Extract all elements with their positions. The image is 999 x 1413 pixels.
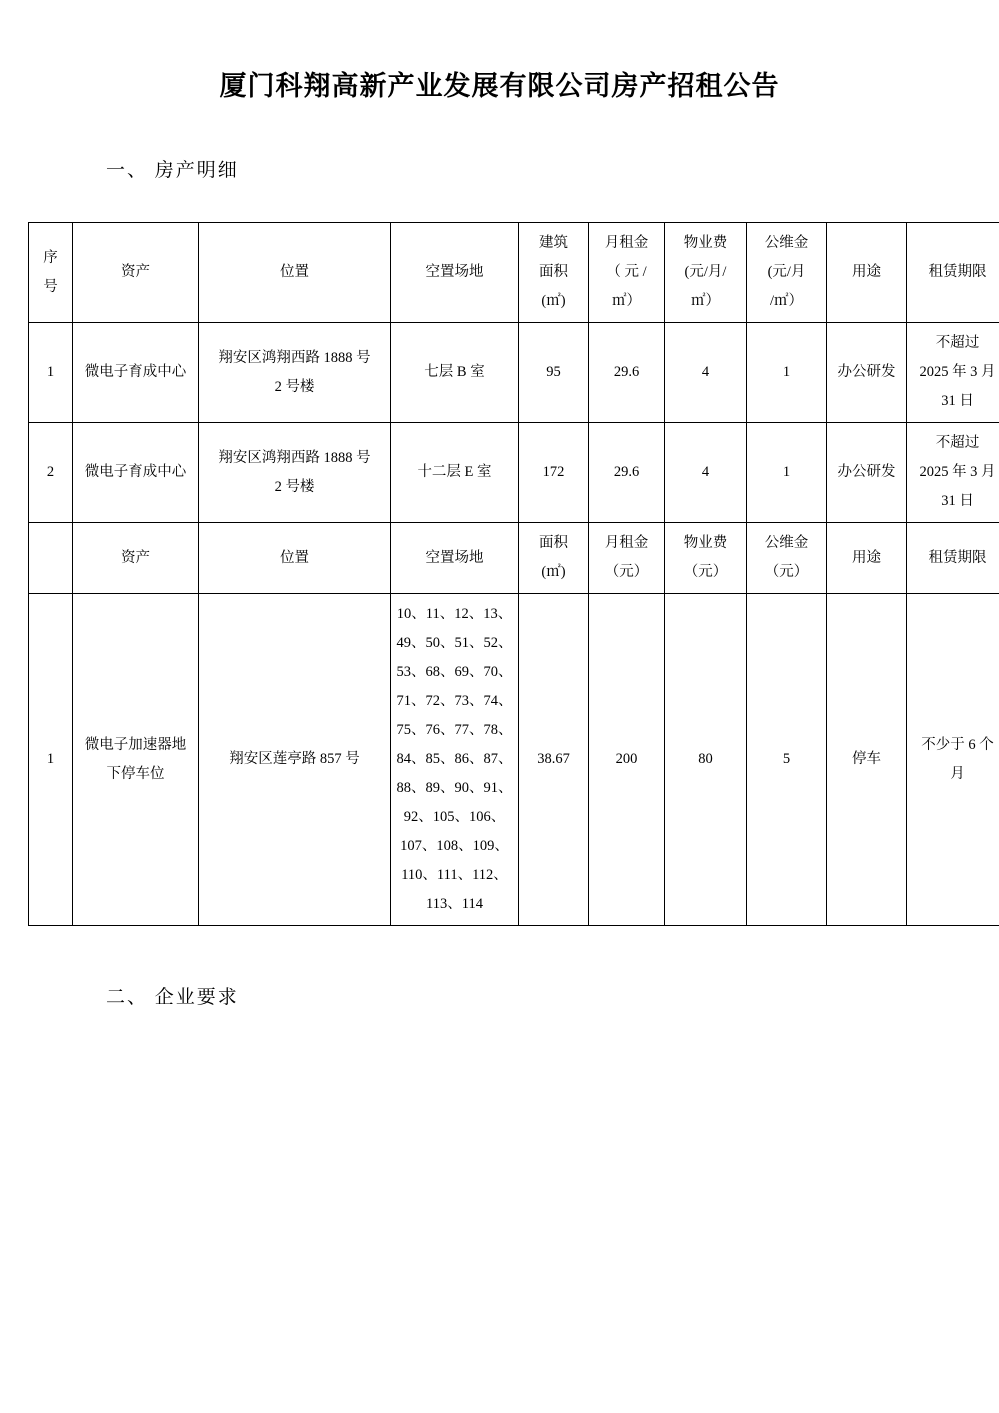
fee-line3: ㎡）: [691, 293, 720, 309]
cell-usage: 办公研发: [827, 323, 907, 423]
cell-maintenance-fee: 1: [747, 323, 827, 423]
asset-line2: 下停车位: [106, 765, 165, 782]
seq-line2: 号: [43, 278, 58, 295]
maint-line2: （元）: [764, 564, 809, 580]
maint-line2: (元/月: [767, 264, 806, 280]
cell-term: [907, 323, 999, 423]
column-header-rent: [589, 523, 665, 594]
table-row: [29, 323, 999, 423]
maint-line1: 公维金: [764, 235, 809, 251]
area-line1: 面积: [539, 535, 568, 551]
term-line2: 2025 年 3 月: [919, 464, 996, 480]
section-heading-房产明细: 一、 房产明细: [106, 160, 239, 181]
term-line1: 不超过: [935, 435, 980, 451]
term-line3: 31 日: [941, 393, 974, 409]
site-line-6: 84、85、86、87、: [396, 751, 513, 767]
column-header-asset: 资产: [73, 523, 199, 594]
fee-line1: 物业费: [683, 535, 728, 551]
column-header-area: [519, 223, 589, 323]
column-header-area: [519, 523, 589, 594]
term-line3: 31 日: [941, 493, 974, 509]
cell-area: 38.67: [519, 594, 589, 926]
column-header-property-fee: [665, 523, 747, 594]
column-header-site: 空置场地: [391, 223, 519, 323]
site-line-1: 10、11、12、13、: [396, 606, 513, 622]
cell-rent: 29.6: [589, 323, 665, 423]
property-details-table: [28, 222, 999, 926]
cell-usage: 办公研发: [827, 423, 907, 523]
rent-line2: （ 元 /: [606, 264, 647, 280]
location-line1: 翔安区鸿翔西路 1888 号: [218, 449, 371, 466]
maint-line3: /㎡）: [769, 293, 804, 309]
cell-asset: [73, 594, 199, 926]
cell-term: [907, 594, 999, 926]
area-line2: (㎡): [541, 564, 566, 580]
column-header-location: 位置: [199, 523, 391, 594]
section-heading-企业要求: 二、 企业要求: [106, 987, 239, 1008]
term-line1: 不超过: [935, 335, 980, 351]
rent-line1: 月租金: [604, 235, 649, 251]
site-line-11: 113、114: [426, 896, 483, 912]
column-header-maintenance-fee: [747, 523, 827, 594]
fee-line2: （元）: [683, 564, 728, 580]
site-line-2: 49、50、51、52、: [396, 635, 513, 651]
site-line-8: 92、105、106、: [403, 809, 506, 825]
table-row: [29, 423, 999, 523]
maint-line1: 公维金: [764, 535, 809, 551]
cell-term: [907, 423, 999, 523]
cell-rent: 200: [589, 594, 665, 926]
column-header-maintenance-fee: [747, 223, 827, 323]
cell-site: 七层 B 室: [391, 323, 519, 423]
cell-property-fee: 4: [665, 323, 747, 423]
site-line-7: 88、89、90、91、: [396, 780, 513, 796]
cell-seq: 2: [29, 423, 73, 523]
seq-line1: 序: [43, 249, 58, 266]
site-line-5: 75、76、77、78、: [396, 722, 513, 738]
site-line-9: 107、108、109、: [400, 838, 509, 854]
area-line1: 建筑: [539, 235, 568, 251]
column-header-term: 租赁期限: [907, 223, 999, 323]
cell-area: 95: [519, 323, 589, 423]
term-line1: 不少于 6 个: [921, 736, 994, 753]
page-title: 厦门科翔高新产业发展有限公司房产招租公告: [219, 71, 780, 101]
cell-area: 172: [519, 423, 589, 523]
column-header-asset: 资产: [73, 223, 199, 323]
column-header-rent: [589, 223, 665, 323]
location-line1: 翔安区鸿翔西路 1888 号: [218, 349, 371, 366]
fee-line1: 物业费: [683, 235, 728, 251]
cell-location: [199, 423, 391, 523]
cell-location: [199, 323, 391, 423]
cell-seq: 1: [29, 323, 73, 423]
rent-line1: 月租金: [604, 535, 649, 551]
column-header-usage: 用途: [827, 523, 907, 594]
cell-maintenance-fee: 1: [747, 423, 827, 523]
term-line2: 2025 年 3 月: [919, 364, 996, 380]
cell-asset: 微电子育成中心: [73, 423, 199, 523]
cell-property-fee: 80: [665, 594, 747, 926]
column-header-usage: 用途: [827, 223, 907, 323]
location-line2: 2 号楼: [274, 378, 315, 395]
asset-line1: 微电子加速器地: [84, 736, 187, 753]
site-line-10: 110、111、112、: [401, 867, 508, 883]
cell-property-fee: 4: [665, 423, 747, 523]
cell-site-list: [391, 594, 519, 926]
cell-usage: 停车: [827, 594, 907, 926]
cell-seq: 1: [29, 594, 73, 926]
column-header-seq: [29, 223, 73, 323]
cell-site: 十二层 E 室: [391, 423, 519, 523]
column-header-site: 空置场地: [391, 523, 519, 594]
table-header-row-parking: [29, 523, 999, 594]
column-header-term: 租赁期限: [907, 523, 999, 594]
cell-asset: 微电子育成中心: [73, 323, 199, 423]
area-line3: (㎡): [541, 293, 566, 309]
rent-line2: （元）: [604, 564, 649, 580]
location-line2: 2 号楼: [274, 478, 315, 495]
area-line2: 面积: [539, 264, 568, 280]
rent-line3: ㎡）: [612, 293, 641, 309]
column-header-seq-empty: [29, 523, 73, 594]
column-header-location: 位置: [199, 223, 391, 323]
term-line2: 月: [950, 765, 965, 782]
cell-maintenance-fee: 5: [747, 594, 827, 926]
table-header-row: [29, 223, 999, 323]
table-row-parking: [29, 594, 999, 926]
column-header-property-fee: [665, 223, 747, 323]
site-line-3: 53、68、69、70、: [396, 664, 513, 680]
cell-location: 翔安区莲亭路 857 号: [199, 594, 391, 926]
cell-rent: 29.6: [589, 423, 665, 523]
fee-line2: (元/月/: [684, 264, 727, 280]
site-line-4: 71、72、73、74、: [396, 693, 513, 709]
